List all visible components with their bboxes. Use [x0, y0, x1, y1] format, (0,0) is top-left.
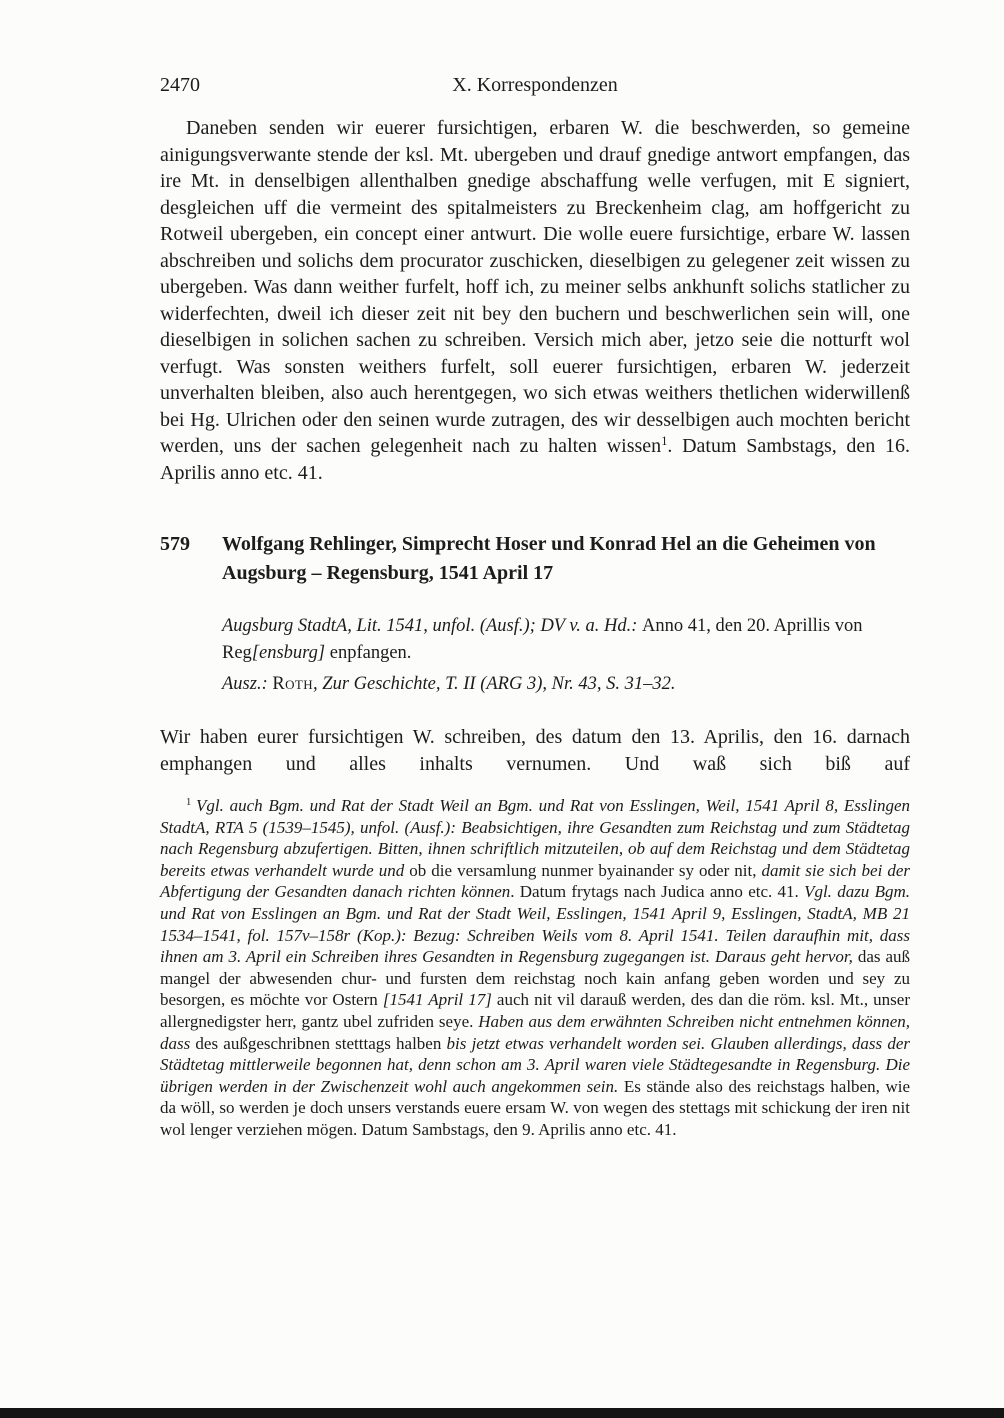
text-run: Daneben senden wir euerer fursichtigen, erbaren W. die beschwerden, so gemeine ainigungsverwante stende der ksl. Mt. ubergeben und drauf gnedige antwort empfangen, das ire Mt. in denselbigen allenthalben gnedige abschaffung welle verfugen, mit E signiert, desgleichen uff die vermeint des spitalmeisters zu Breckenheim clag, am hoffgericht zu Rotweil ubergeben, ein concept einer antwurt. Die wolle euere fursichtige, erbare W. lassen abschreiben und solichs dem procurator zuschicken, dieselbigen zu gelegener zeit wissen zu ubergeben. Was dann weither furfelt, hoff ich, zu meiner selbs ankhunft solichs statlicher zu widerfechten, dweil ich dieser zeit nit bey den buchern und beschwerlichen sein will, one dieselbigen in solichen sachen zu schreiben. Versich mich aber, jetzo seie die notturft wol verfugt. Was sonsten weithers furfelt, soll euerer fursichtigen, erbaren W. jederzeit unverhalten bleiben, also auch herentgegen, wo sich etwas weithers thetlichen widerwillenß bei Hg. Ulrichen oder den seinen wurde zutragen, des wir desselbigen auch mochten bericht werden, uns der sachen gelegenheit nach zu halten wissen — [160, 117, 910, 457]
text-run: Vgl. dazu Bgm. und Rat von Esslingen an Bgm. und Rat der Stadt Weil, Esslingen, 1541 April 9, Esslingen, StadtA, MB 21 1534–1541, fol. 157v–158r (Kop.): Bezug: Schreiben Weils vom 8. April 1541. Teilen daraufhin mit, dass ihnen am 3. April ein Schreiben ihres Gesandten in Regensburg zugegangen ist. Daraus geht hervor, — [160, 882, 910, 967]
text-run: , Zur Geschichte, T. II (ARG 3), Nr. 43, S. 31–32. — [313, 674, 676, 694]
text-run: auch nit vil darauß werden, des dan die röm. ksl. Mt., unser allergnedigster herr, gantz ubel zufriden seye. — [160, 990, 911, 1031]
text-run: enpfangen. — [325, 643, 412, 663]
footnote-marker: 1 — [186, 797, 192, 809]
text-run: Vgl. auch Bgm. und Rat der Stadt Weil an Bgm. und Rat von Esslingen, Weil, 1541 April 8, Esslingen StadtA, RTA 5 (1539–1545), unfol. (Ausf.): Beabsichtigen, ihre Gesandten zum Reichstag und zum Städtetag nach Regensburg abzufertigen. Bitten, ihnen schriftlich mitzuteilen, ob auf dem Reichstag und dem Städtetag bereits etwas verhandelt wurde und — [160, 796, 910, 880]
text-run: . Datum Sambstags, den 16. Aprilis anno etc. 41. — [160, 435, 910, 484]
source-description-block — [222, 613, 910, 698]
text-run: Anno 41, den 20. Aprillis von Reg — [222, 616, 863, 663]
letter-title: Wolfgang Rehlinger, Simprecht Hoser und Konrad Hel an die Geheimen von Augsburg – Regensburg, 1541 April 17 — [222, 533, 876, 584]
source-archive-line — [222, 613, 910, 667]
text-run: damit sie sich bei der Abfertigung der Gesandten danach richten können — [160, 860, 911, 902]
text-run: [ensburg] — [251, 643, 326, 663]
running-header — [160, 74, 910, 97]
text-run: [1541 April 17] — [382, 990, 492, 1010]
text-run: Augsburg StadtA, Lit. 1541, unfol. (Ausf.); DV v. a. Hd.: — [222, 616, 642, 636]
scan-edge-bottom — [0, 1408, 1004, 1418]
footnote-1 — [160, 795, 910, 1141]
page-number: 2470 — [160, 74, 200, 96]
text-run: Roth — [272, 674, 314, 694]
text-run: Es stände also des reichstags halben, wie da wöll, so werden je doch unsers verstands euere ersam W. von wegen des stettags mit schickung der iren nit wol lenger verziehen mögen. Datum Sambstags, den 9. Aprilis anno etc. 41. — [160, 1076, 910, 1139]
text-run: das auß mangel der abwesenden chur- und fursten dem reichstag noch kain anfang geben worden und sey zu besorgen, es möchte vor Ostern — [160, 947, 910, 1010]
text-run: Ausz.: — [222, 674, 273, 694]
previous-letter-paragraph — [160, 115, 910, 486]
source-edition-line — [222, 671, 910, 698]
letter-number: 579 — [160, 533, 190, 555]
text-run: bis jetzt etwas verhandelt worden sei. Glauben allerdings, dass der Städtetag mittlerweile begonnen hat, denn schon am 3. April waren viele Städtegesandte in Regensburg. Die übrigen werden in der Zwischenzeit wohl auch angekommen sein. — [160, 1033, 911, 1096]
footnote-reference-1: 1 — [661, 434, 668, 449]
text-run: ob die versamlung nunmer byainander sy oder nit, — [409, 860, 762, 880]
footnote-block — [160, 795, 910, 1141]
text-run: des außgeschribnen stetttags halben — [195, 1033, 447, 1053]
text-run: . Datum frytags nach Judica anno etc. 41. — [510, 882, 805, 902]
letter-579-body: Wir haben eurer fursichtigen W. schreiben, des datum den 13. Aprilis, den 16. darnach emphangen und alles inhalts vernumen. Und waß sich biß auf — [160, 726, 910, 775]
text-run: Haben aus dem erwähnten Schreiben nicht entnehmen können, dass — [160, 1011, 910, 1053]
letter-579-heading — [160, 530, 910, 587]
running-head-title: X. Korrespondenzen — [452, 74, 618, 96]
